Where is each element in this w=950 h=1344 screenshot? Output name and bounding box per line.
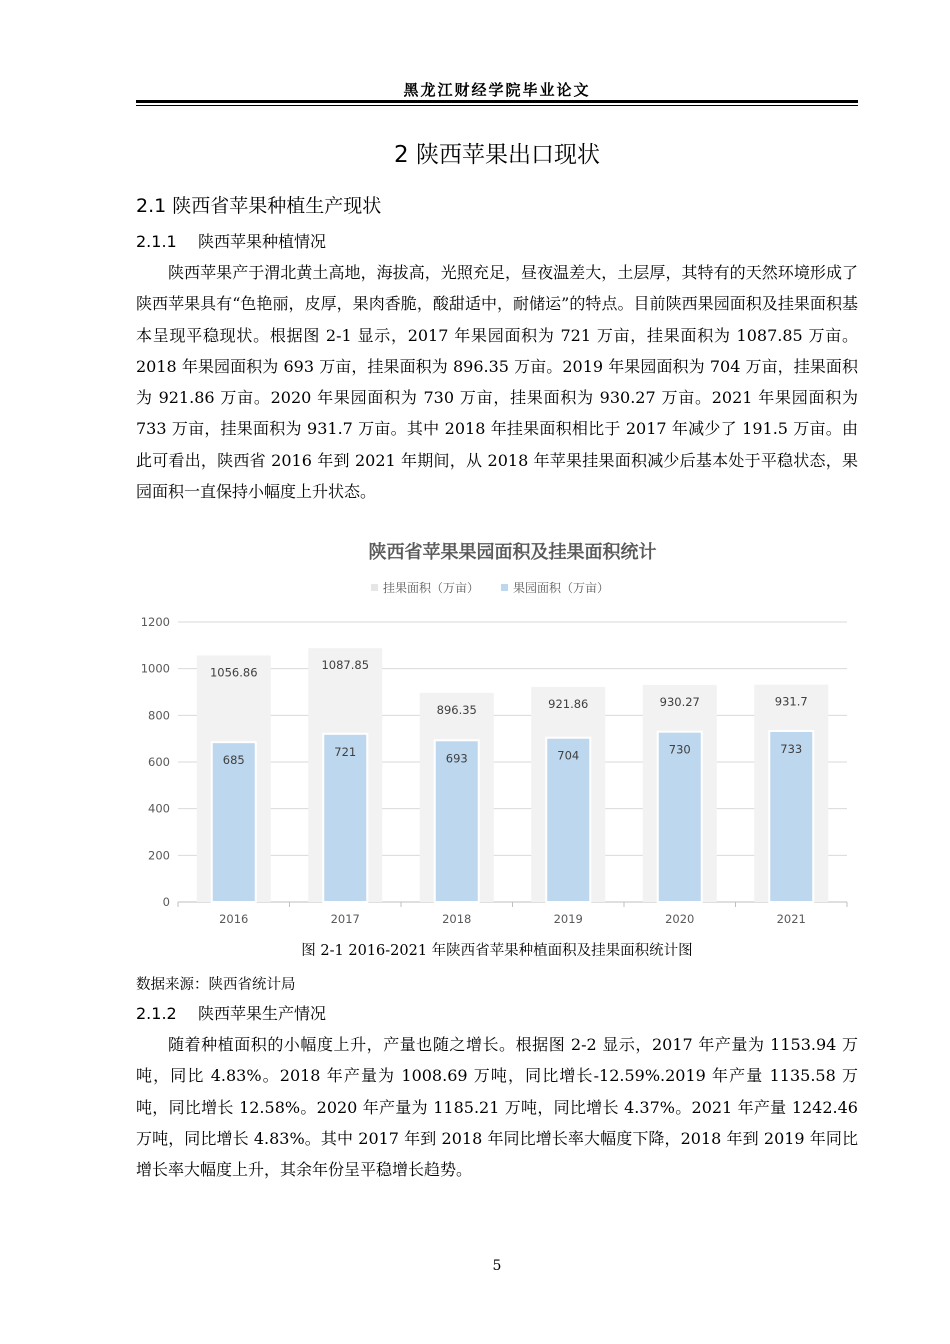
- subsection-number: 2.1.2: [136, 1004, 177, 1023]
- y-tick-label: 400: [148, 801, 170, 816]
- data-label-hanging-area: 921.86: [548, 696, 589, 711]
- subsection-title: 陕西苹果种植情况: [198, 232, 327, 251]
- bar-orchard-area: [323, 734, 367, 902]
- data-label-orchard-area: 721: [334, 744, 357, 759]
- data-label-hanging-area: 896.35: [436, 702, 477, 717]
- bar-chart: [120, 534, 865, 934]
- section-title: 2.1 陕西省苹果种植生产现状: [136, 195, 382, 217]
- page-number: 5: [492, 1258, 502, 1274]
- chart-title: 陕西省苹果果园面积及挂果面积统计: [368, 542, 657, 563]
- figure-caption: 图 2-1 2016-2021 年陕西省苹果种植面积及挂果面积统计图: [301, 943, 693, 959]
- y-tick-label: 0: [162, 895, 170, 909]
- data-source-note: 数据来源：陕西省统计局: [136, 977, 296, 993]
- y-tick-label: 600: [148, 755, 170, 769]
- x-tick-label: 2021: [776, 912, 806, 926]
- y-tick-label: 1200: [140, 615, 170, 629]
- legend-label-orchard-area: 果园面积（万亩）: [513, 581, 610, 595]
- bar-orchard-area: [658, 732, 702, 902]
- legend-swatch-hanging-area: [371, 584, 378, 591]
- chart-svg: [120, 534, 865, 934]
- chapter-title: 2 陕西苹果出口现状: [394, 142, 600, 168]
- subsection-heading-1: [136, 229, 326, 252]
- x-tick-label: 2018: [442, 912, 472, 926]
- data-label-orchard-area: 685: [222, 753, 245, 768]
- x-tick-label: 2019: [553, 912, 583, 926]
- legend-label-hanging-area: 挂果面积（万亩）: [383, 581, 480, 595]
- bar-orchard-area: [769, 731, 813, 902]
- y-tick-label: 200: [148, 848, 170, 863]
- x-tick-label: 2017: [330, 912, 360, 926]
- data-label-hanging-area: 1056.86: [209, 665, 258, 680]
- data-label-hanging-area: 930.27: [659, 694, 700, 709]
- subsection-number: 2.1.1: [136, 232, 177, 251]
- y-tick-label: 800: [148, 708, 170, 723]
- subsection-title: 陕西苹果生产情况: [198, 1004, 327, 1023]
- data-label-hanging-area: 931.7: [774, 694, 808, 709]
- x-tick-label: 2016: [219, 912, 249, 926]
- legend-swatch-orchard-area: [501, 584, 508, 591]
- header-rule-thin: [136, 105, 858, 106]
- data-label-orchard-area: 704: [557, 748, 580, 763]
- subsection-heading-2: [136, 1001, 326, 1024]
- x-tick-label: 2020: [665, 912, 695, 926]
- body-paragraph-2: 随着种植面积的小幅度上升，产量也随之增长。根据图 2-2 显示，2017 年产量为 1153.94 万吨，同比 4.83%。2018 年产量为 1008.69 万吨，同比增长-12.59%.2019 年产量 1135.58 万吨，同比增长 12.58%。2020 年产量为 1185.21 万吨，同比增长 4.37%。2021 年产量 1242.46 万吨，同比增长 4.83%。其中 2017 年到 2018 年同比增长率大幅度下降，2018 年到 2019 年同比增长率大幅度上升，其余年份呈平稳增长趋势。: [136, 1035, 858, 1180]
- data-label-orchard-area: 730: [668, 742, 691, 757]
- data-label-orchard-area: 693: [445, 751, 468, 766]
- data-label-hanging-area: 1087.85: [321, 658, 370, 673]
- body-paragraph-1: 陕西苹果产于渭北黄土高地，海拔高，光照充足，昼夜温差大，土层厚，其特有的天然环境形成了陕西苹果具有“色艳丽，皮厚，果肉香脆，酸甜适中，耐储运”的特点。目前陕西果园面积及挂果面积基本呈现平稳现状。根据图 2-1 显示，2017 年果园面积为 721 万亩，挂果面积为 1087.85 万亩。2018 年果园面积为 693 万亩，挂果面积为 896.35 万亩。2019 年果园面积为 704 万亩，挂果面积为 921.86 万亩。2020 年果园面积为 730 万亩，挂果面积为 930.27 万亩。2021 年果园面积为 733 万亩，挂果面积为 931.7 万亩。其中 2018 年挂果面积相比于 2017 年减少了 191.5 万亩。由此可看出，陕西省 2016 年到 2021 年期间，从 2018 年苹果挂果面积减少后基本处于平稳状态，果园面积一直保持小幅度上升状态。: [136, 263, 858, 502]
- y-tick-label: 1000: [140, 661, 170, 676]
- data-label-orchard-area: 733: [780, 741, 803, 756]
- header-rule-thick: [136, 100, 858, 103]
- running-header: 黑龙江财经学院毕业论文: [403, 81, 591, 99]
